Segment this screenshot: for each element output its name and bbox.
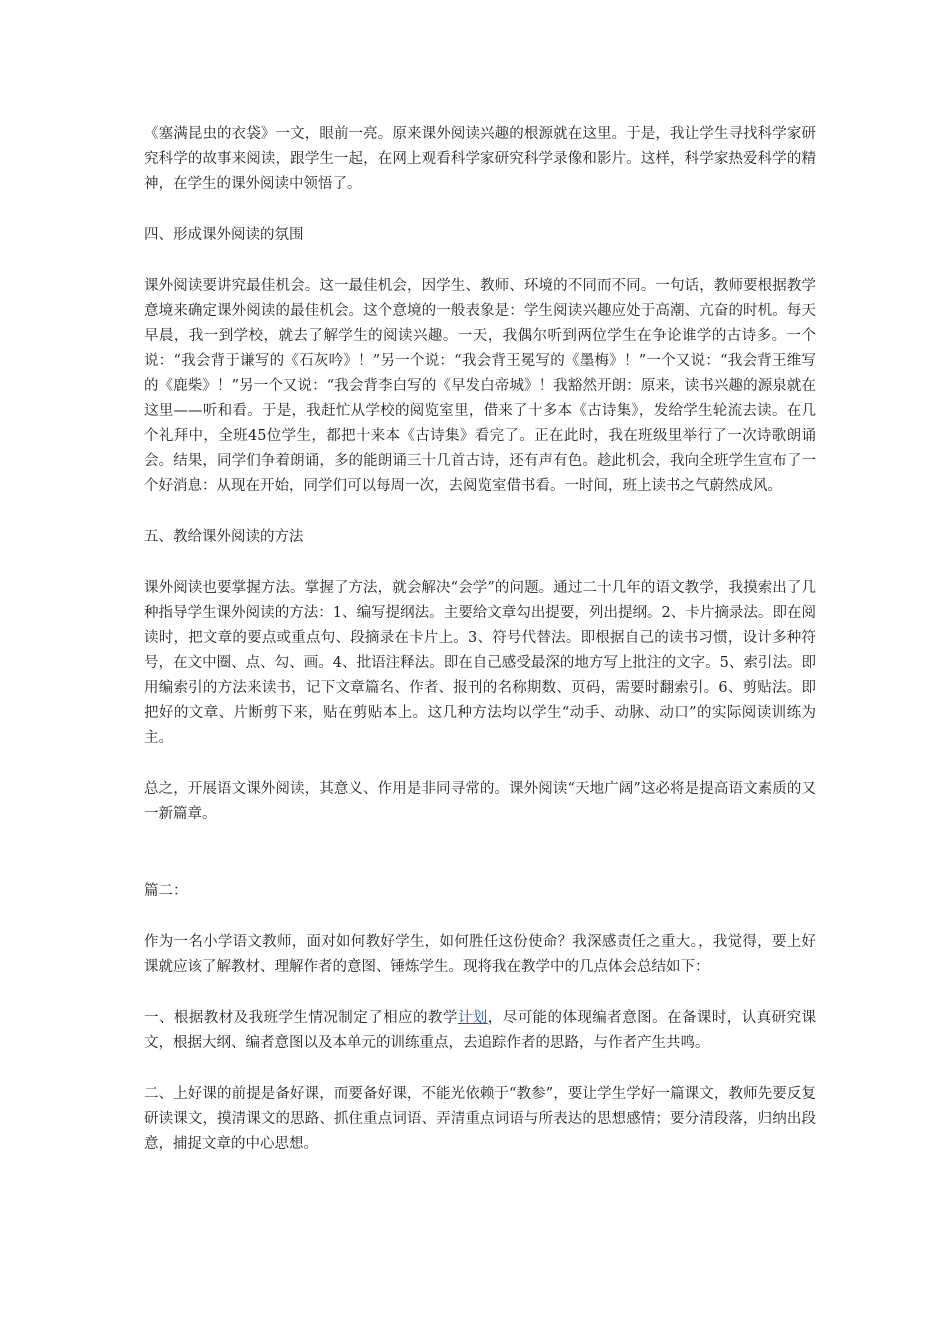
paragraph-five: 课外阅读也要掌握方法。掌握了方法，就会解决“会学”的问题。通过二十几年的语文教学，我摸索出了几种指导学生课外阅读的方法：1、编写提纲法。主要给文章勾出提要，列出提纲。2、卡片摘录法。即在阅读时，把文章的要点或重点句、段摘录在卡片上。3、符号代替法。即根据自己的读书习惯，设计多种符号，在文中圈、点、勾、画。4、批语注释法。即在自己感受最深的地方写上批注的文字。5、索引法。即用编索引的方法来读书，记下文章篇名、作者、报刊的名称期数、页码，需要时翻索引。6、剪贴法。即把好的文章、片断剪下来，贴在剪贴本上。这几种方法均以学生“动手、动脉、动口”的实际阅读训练为主。 (144, 580, 816, 746)
point-one-text-before: 一、根据教材及我班学生情况制定了相应的教学 (144, 1010, 458, 1026)
part-two-heading: 篇二： (144, 883, 188, 899)
paragraph-four: 课外阅读要讲究最佳机会。这一最佳机会，因学生、教师、环境的不同而不同。一句话，教师要根据教学意境来确定课外阅读的最佳机会。这个意境的一般表象是：学生阅读兴趣应处于高潮、亢奋的时机。每天早晨，我一到学校，就去了解学生的阅读兴趣。一天，我偶尔听到两位学生在争论谁学的古诗多。一个说：“我会背于谦写的《石灰吟》！”另一个说：“我会背王冕写的《墨梅》！”一个又说：“我会背王维写的《鹿柴》！”另一个又说：“我会背李白写的《早发白帝城》！我豁然开朗：原来，读书兴趣的源泉就在这里——听和看。于是，我赶忙从学校的阅览室里，借来了十多本《古诗集》，发给学生轮流去读。在几个礼拜中，全班45位学生，都把十来本《古诗集》看完了。正在此时，我在班级里举行了一次诗歌朗诵会。结果，同学们争着朗诵，多的能朗诵三十几首古诗，还有声有色。趁此机会，我向全班学生宣布了一个好消息：从现在开始，同学们可以每周一次，去阅览室借书看。一时间，班上读书之气蔚然成风。 (144, 278, 816, 494)
section-heading-five: 五、教给课外阅读的方法 (144, 529, 304, 545)
paragraph-point-one (144, 1006, 816, 1056)
paragraph-intro: 《塞满昆虫的衣袋》一文，眼前一亮。原来课外阅读兴趣的根源就在这里。于是，我让学生寻找科学家研究科学的故事来阅读，跟学生一起，在网上观看科学家研究科学录像和影片。这样，科学家热爱科学的精神，在学生的课外阅读中领悟了。 (144, 126, 816, 192)
paragraph-summary: 总之，开展语文课外阅读，其意义、作用是非同寻常的。课外阅读“天地广阔”这必将是提高语文素质的又一新篇章。 (144, 781, 816, 822)
section-heading-four: 四、形成课外阅读的氛围 (144, 227, 304, 243)
spacer (144, 853, 816, 879)
paragraph-part2-intro: 作为一名小学语文教师，面对如何教好学生，如何胜任这份使命？我深感责任之重大。，我觉得，要上好课就应该了解教材、理解作者的意图、锤炼学生。现将我在教学中的几点体会总结如下： (144, 934, 816, 975)
paragraph-point-two: 二、上好课的前提是备好课，而要备好课，不能光依赖于“教参”，要让学生学好一篇课文，教师先要反复研读课文，摸清课文的思路、抓住重点词语、弄清重点词语与所表达的思想感情；要分清段落，归纳出段意，捕捉文章的中心思想。 (144, 1086, 816, 1152)
plan-link[interactable]: 计划 (457, 1010, 488, 1026)
point-one-text-after: ，尽可能的体现编者意图。在备课时，认真研究课文，根据大纲、编者意图以及本单元的训练重点，去追踪作者的思路，与作者产生共鸣。 (144, 1010, 817, 1051)
document-body (144, 122, 816, 1183)
